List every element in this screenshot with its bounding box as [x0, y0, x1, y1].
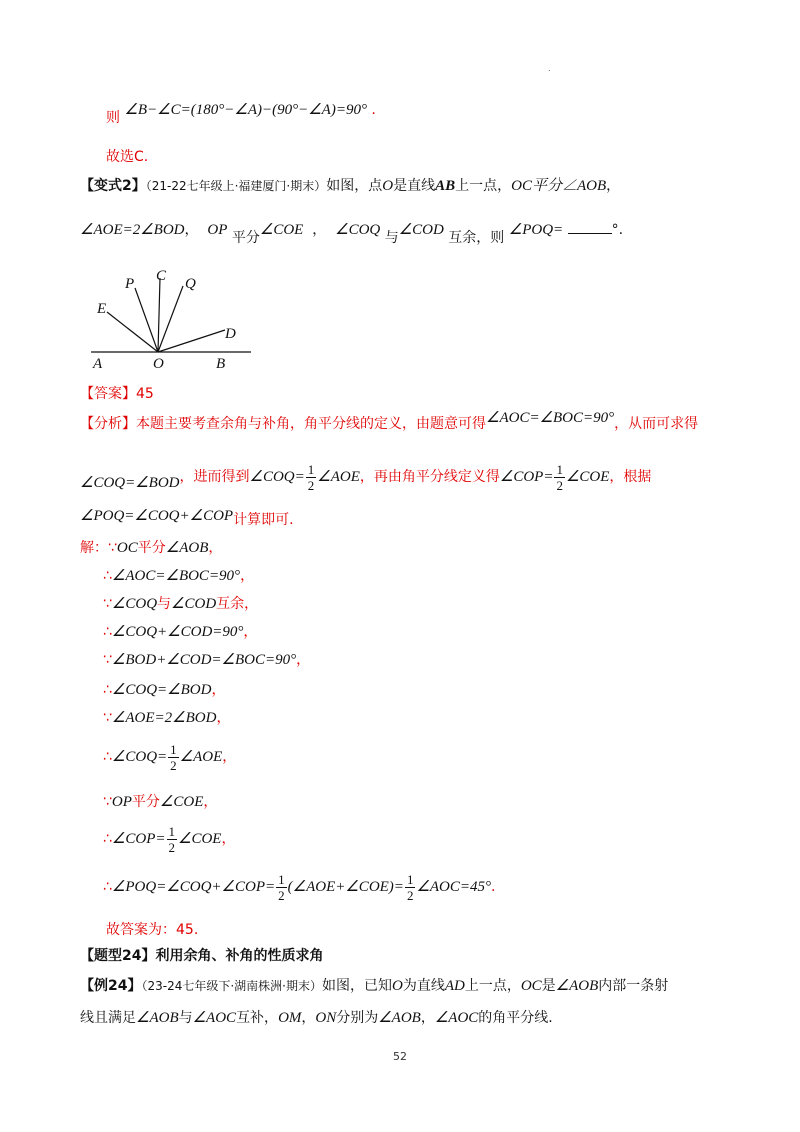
angle-difference-equation: ∠B−∠C=(180°−∠A)−(90°−∠A)=90° — [124, 102, 367, 118]
cod: ∠COD — [171, 596, 217, 612]
comma: ， — [216, 710, 231, 726]
fraction-den: 2 — [307, 477, 315, 493]
label-q: Q — [185, 276, 196, 292]
solution-step-5 — [103, 650, 310, 670]
solution-step-11 — [103, 870, 495, 904]
solution-step-7 — [103, 708, 230, 728]
scan-dot: . — [548, 64, 551, 73]
analysis-line3 — [80, 506, 294, 526]
solution-step-9 — [103, 792, 217, 812]
type24-heading — [80, 946, 323, 966]
choice-line: 故选C. — [106, 149, 149, 165]
label-e: E — [97, 301, 107, 317]
cop-eq: ∠COP= — [499, 469, 554, 485]
aob: ∠AOB — [136, 1010, 179, 1026]
answer-tag: 【答案】 — [80, 386, 136, 402]
op: OP — [207, 222, 228, 238]
coe: ∠COE — [159, 794, 204, 810]
step-math: ∠COQ=∠BOD — [111, 682, 212, 698]
comma: ， — [208, 540, 223, 556]
solution-step-3 — [103, 594, 258, 614]
comma: ， — [184, 222, 199, 238]
solution-step-6 — [103, 680, 225, 700]
variant-text2: 是直线 — [393, 178, 436, 194]
bisect-word: 平分 — [131, 794, 160, 810]
fraction-den: 2 — [168, 839, 175, 855]
coq-bod-eq: ∠COQ=∠BOD — [80, 475, 180, 491]
analysis-line2 — [80, 460, 651, 494]
line-ab: AB — [435, 178, 456, 194]
point-o: O — [382, 178, 394, 194]
fraction-den: 2 — [278, 887, 285, 903]
therefore-sign: ∴ — [103, 682, 112, 698]
and-word: 与 — [178, 1010, 193, 1026]
aob: ∠AOB — [555, 978, 599, 994]
ex-text1: 如图，已知 — [321, 978, 392, 994]
oc-bisect: OC平分∠AOB — [511, 178, 607, 194]
line-ad: AD — [444, 978, 465, 994]
sum-paren: (∠AOE+∠COE)= — [287, 879, 404, 895]
step-math: ∠AOC=∠BOC=90° — [111, 568, 241, 584]
analysis-line1 — [80, 410, 699, 434]
coq: ∠COQ — [111, 596, 158, 612]
period: . — [491, 879, 496, 895]
variant-header-line — [80, 176, 620, 196]
comma: ， — [296, 652, 311, 668]
comma: ， — [221, 831, 236, 847]
solution-step-4 — [103, 622, 257, 642]
solution-lead: 解：∵ — [80, 540, 117, 556]
variant-source: （21-22七年级上·福建厦门·期末） — [145, 179, 327, 193]
aoc: ∠AOC — [192, 1010, 237, 1026]
coq: ∠COQ — [335, 222, 381, 238]
fraction-den: 2 — [556, 477, 563, 493]
cod: ∠COD — [398, 222, 444, 238]
and-word: 与 — [157, 596, 172, 612]
therefore-sign: ∴ — [103, 624, 112, 640]
analysis-text6: 计算即可. — [233, 512, 294, 528]
solution-step-8 — [103, 740, 236, 774]
variant-text1: 如图，点 — [326, 178, 383, 194]
fraction-num: 1 — [168, 823, 175, 839]
analysis-text4: ，再由角平分线定义得 — [359, 469, 500, 485]
solution-step-1 — [80, 538, 222, 558]
coe: ∠COE — [259, 222, 304, 238]
example24-source: （23-24七年级下·湖南株洲·期末） — [141, 979, 322, 993]
point-o: O — [391, 978, 403, 994]
ex-text4: 是 — [541, 978, 556, 994]
then-word: 则 — [106, 110, 120, 126]
poq-sum-eq: ∠POQ=∠COQ+∠COP — [80, 508, 234, 524]
label-b: B — [216, 356, 226, 372]
label-a: A — [93, 356, 103, 372]
poq-eq: ∠POQ= — [508, 222, 564, 238]
type24-title: 利用余角、补角的性质求角 — [155, 948, 324, 964]
coq-eq: ∠COQ= — [111, 749, 168, 765]
step-math: ∠COQ+∠COD=90° — [111, 624, 244, 640]
answer-value: 45 — [136, 386, 154, 402]
analysis-text5: ，根据 — [609, 469, 652, 485]
analysis-text1: 本题主要考查余角与补角，角平分线的定义，由题意可得 — [136, 416, 486, 432]
type24-tag: 【题型24】 — [80, 948, 156, 964]
analysis-tag: 【分析】 — [80, 416, 136, 432]
label-c: C — [156, 268, 167, 284]
ex-l2-text1: 线且满足 — [80, 1010, 136, 1026]
complement-word: 互余，则 — [448, 230, 505, 246]
prev-conclusion-line — [106, 100, 376, 126]
ex-text5: 内部一条射 — [598, 978, 669, 994]
aoc: ∠AOC — [434, 1010, 479, 1026]
variant-tag: 【变式2】 — [80, 178, 146, 194]
aob: ∠AOB — [165, 540, 209, 556]
because-sign: ∵ — [103, 710, 112, 726]
example24-line1 — [80, 976, 668, 996]
bisect-word: 平分 — [231, 230, 260, 246]
therefore-sign: ∴ — [103, 749, 112, 765]
therefore-sign: ∴ — [103, 831, 112, 847]
step-math: ∠BOD+∠COD=∠BOC=90° — [111, 652, 297, 668]
aoe: ∠AOE — [179, 749, 223, 765]
bisector-word: 的角平分线. — [478, 1010, 553, 1026]
comma: ， — [420, 1010, 435, 1026]
solution-step-10 — [103, 822, 235, 856]
step-math: ∠AOE=2∠BOD — [111, 710, 217, 726]
label-d: D — [225, 326, 236, 342]
because-sign: ∵ — [103, 652, 112, 668]
label-o: O — [153, 356, 164, 372]
comma: ， — [240, 568, 255, 584]
fraction-num: 1 — [170, 741, 177, 757]
half-fraction — [276, 872, 287, 903]
comma: ， — [203, 794, 218, 810]
comma: ， — [243, 624, 258, 640]
therefore-sign: ∴ — [103, 568, 112, 584]
comma: ， — [222, 749, 237, 765]
and-word: 与 — [384, 230, 399, 246]
ex-text2: 为直线 — [402, 978, 445, 994]
example24-tag: 【例24】 — [80, 978, 142, 994]
label-p: P — [125, 276, 135, 292]
supplement-word: 互补， — [236, 1010, 279, 1026]
fraction-num: 1 — [406, 871, 414, 887]
solution-step-2 — [103, 566, 254, 586]
coe: ∠COE — [178, 831, 222, 847]
comma: ， — [312, 222, 327, 238]
half-fraction — [306, 462, 317, 493]
aob: ∠AOB — [378, 1010, 421, 1026]
therefore-sign: ∴ — [103, 879, 112, 895]
aoc-result: ∠AOC=45° — [416, 879, 492, 895]
ray-oc — [158, 278, 160, 352]
answer-blank — [568, 221, 612, 234]
degree-end: °. — [611, 222, 624, 238]
cop-eq: ∠COP= — [111, 831, 166, 847]
half-fraction — [405, 872, 416, 903]
oc: OC — [116, 540, 138, 556]
variant-line2 — [80, 220, 624, 246]
fraction-num: 1 — [307, 461, 315, 477]
half-fraction — [554, 462, 565, 493]
analysis-text2: ，从而可求得 — [614, 416, 699, 432]
oc: OC — [520, 978, 542, 994]
aoe: ∠AOE — [317, 469, 360, 485]
final-answer-line: 故答案为：45. — [106, 922, 199, 938]
fraction-num: 1 — [278, 871, 285, 887]
half-fraction — [167, 824, 178, 855]
aoc-boc-eq: ∠AOC=∠BOC=90° — [486, 410, 615, 426]
half-fraction — [168, 742, 179, 773]
bisect-word: 平分 — [137, 540, 166, 556]
because-sign: ∵ — [103, 794, 112, 810]
fraction-den: 2 — [170, 757, 177, 773]
aoe-eq: ∠AOE=2∠BOD — [80, 222, 185, 238]
variant-comma: ， — [606, 178, 621, 194]
om: OM — [278, 1010, 302, 1026]
angle-diagram — [85, 268, 255, 378]
analysis-text3: ，进而得到 — [179, 469, 250, 485]
poq-chain: ∠POQ=∠COQ+∠COP= — [111, 879, 276, 895]
because-sign: ∵ — [103, 596, 112, 612]
ex-text3: 上一点， — [464, 978, 521, 994]
period: . — [371, 102, 376, 118]
page-number: 52 — [393, 1050, 407, 1063]
coe: ∠COE — [565, 469, 610, 485]
example24-line2 — [80, 1008, 553, 1028]
variant-text3: 上一点， — [455, 178, 512, 194]
comma: ， — [211, 682, 226, 698]
coq-eq: ∠COQ= — [249, 469, 305, 485]
comma: ， — [301, 1010, 316, 1026]
complement-word: 互余， — [216, 596, 259, 612]
respectively-word: 分别为 — [336, 1010, 379, 1026]
fraction-num: 1 — [556, 461, 563, 477]
fraction-den: 2 — [406, 887, 414, 903]
on: ON — [315, 1010, 337, 1026]
answer-line — [80, 384, 154, 404]
op: OP — [111, 794, 132, 810]
ray-od — [158, 330, 225, 352]
ray-oq — [158, 286, 183, 352]
